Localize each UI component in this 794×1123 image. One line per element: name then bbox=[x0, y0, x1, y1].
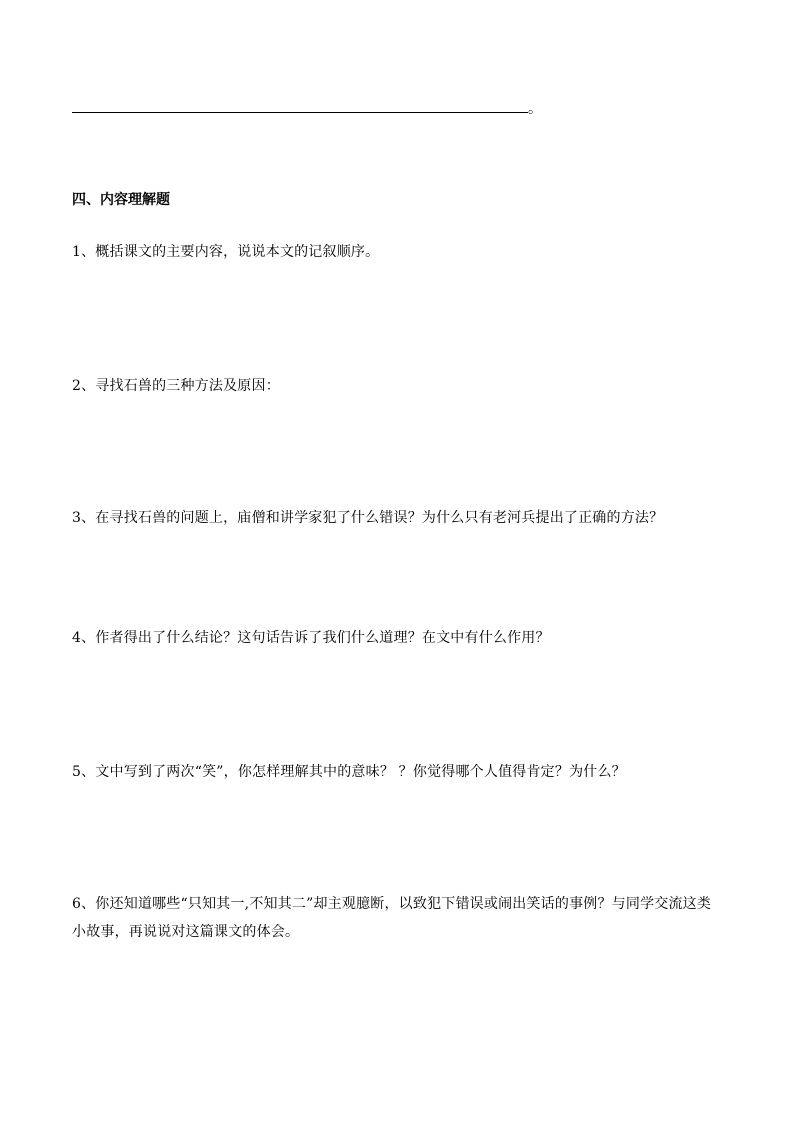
question-3: 3、在寻找石兽的问题上，庙僧和讲学家犯了什么错误？为什么只有老河兵提出了正确的方法？ bbox=[72, 510, 664, 526]
question-2: 2、寻找石兽的三种方法及原因： bbox=[72, 378, 280, 394]
question-6: 6、你还知道哪些“只知其一,不知其二”却主观臆断，以致犯下错误或闹出笑话的事例？与同学交流这类小故事，再说说对这篇课文的体会。 bbox=[72, 896, 712, 940]
question-5: 5、文中写到了两次“笑”，你怎样理解其中的意味？ ？你觉得哪个人值得肯定？为什么？ bbox=[72, 764, 626, 780]
section-heading: 四、内容理解题 bbox=[72, 192, 170, 208]
line-end-period: 。 bbox=[528, 101, 542, 117]
question-1: 1、概括课文的主要内容，说说本文的记叙顺序。 bbox=[72, 244, 380, 260]
answer-blank-line bbox=[72, 112, 528, 113]
question-4: 4、作者得出了什么结论？这句话告诉了我们什么道理？在文中有什么作用？ bbox=[72, 630, 550, 646]
